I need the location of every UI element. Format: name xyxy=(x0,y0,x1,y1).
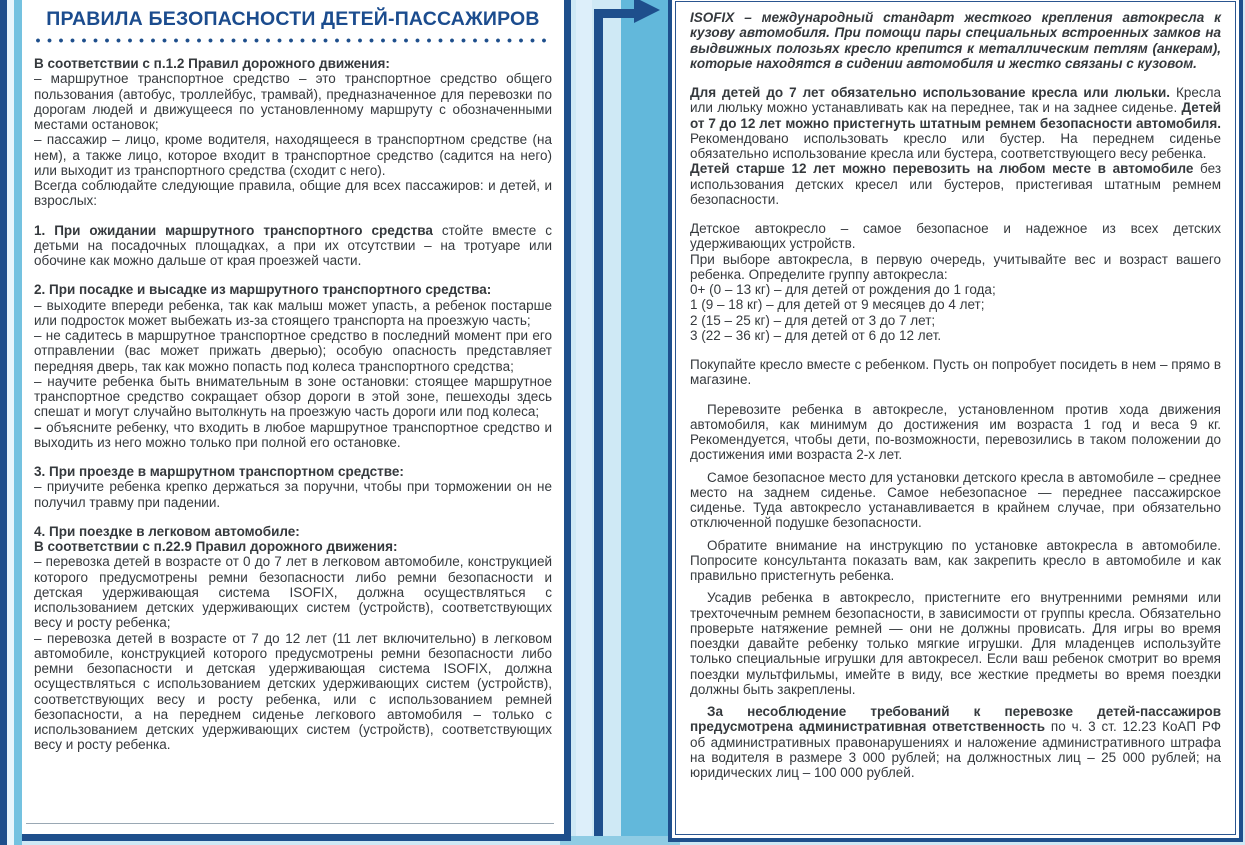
text-run: За несоблюдение требований к перевозке детей-пассажиров предусмотрена административная ответственность xyxy=(690,704,1221,735)
text-run: стойте вместе с детьми на посадочных площадках, а при их отсутствии – на тротуаре или обочине как можно дальше от края проезжей части. xyxy=(34,222,552,268)
paragraph xyxy=(690,297,1221,312)
paragraph xyxy=(34,178,552,209)
text-run: Рекомендовано использовать кресло или бустер. На переднем сиденье обязательно использование кресла или бустера, соответствующего весу ребенка. xyxy=(690,130,1221,161)
text-run: – выходите впереди ребенка, так как малыш может упасть, а ребенок постарше или подросток может выбежать из-за стоящего транспорта на проезжую часть; xyxy=(34,297,552,328)
text-run: – не садитесь в маршрутное транспортное средство в последний момент при его отправлении (вас может прижать дверью); особую опасность представляет передняя дверь, так как можно попасть под колеса транспортного средства; xyxy=(34,328,552,374)
text-run: Усадив ребенка в автокресло, пристегните его внутренними ремнями или трехточечным ремнем безопасности, в зависимости от группы кресла. Обязательно проверьте натяжение ремней — они не должны провисать. Для игры во время поездки давайте ребенку только мягкие игрушки. Для младенцев используйте только специальные игрушки для автокресел. Если ваш ребенок смотрит во время поездки мультфильмы, имейте в виду, все жесткие предметы во время поездки должны быть закреплены. xyxy=(690,590,1221,697)
text-run: Детей старше 12 лет можно перевозить на любом месте в автомобиле xyxy=(690,161,1194,177)
text-run: Детское автокресло – самое безопасное и надежное из всех детских удерживающих устройств. xyxy=(690,221,1221,252)
text-run: – перевозка детей в возрасте от 7 до 12 лет (11 лет включительно) в легковом автомобиле, конструкцией которого предусмотрены ремни безопасности либо ремни безопасности и детская удерживающая система ISOFIX, должна осуществляться с использованием детских удерживающих систем (устройств), соответствующих весу и росту ребенка, или с использованием ремней безопасности, а на переднем сиденье легкового автомобиля – только с использованием детских удерживающих систем (устройств), соответствующих весу и росту ребенка. xyxy=(34,630,552,753)
gutter-light-strip xyxy=(576,0,592,845)
paragraph xyxy=(690,590,1221,697)
text-run: В соответствии с п.1.2 Правил дорожного движения: xyxy=(34,56,390,71)
paragraph xyxy=(34,420,552,451)
paragraph xyxy=(690,252,1221,283)
text-run: – маршрутное транспортное средство – это транспортное средство общего пользования (автобус, троллейбус, трамвай), предназначенное для перевозки по дорогам людей и движущееся по установленному маршруту с обозначенными местами остановок; xyxy=(34,71,552,132)
paragraph xyxy=(690,357,1221,388)
text-run: 3 (22 – 36 кг) – для детей от 6 до 12 лет. xyxy=(690,327,942,343)
text-run: В соответствии с п.22.9 Правил дорожного движения: xyxy=(34,539,398,554)
text-run: – пассажир – лицо, кроме водителя, находящееся в транспортном средстве (на нем), а также лицо, которое входит в транспортное средство (садится на него) или выходит из транспортного средства (сходит с него). xyxy=(34,132,552,178)
paragraph xyxy=(34,631,552,753)
left-panel xyxy=(22,0,571,841)
paragraph xyxy=(690,328,1221,343)
paragraph xyxy=(690,85,1221,161)
paragraph xyxy=(34,71,552,132)
text-run: 4. При поездке в легковом автомобиле: xyxy=(34,523,300,539)
paragraph xyxy=(690,282,1221,297)
paragraph xyxy=(690,313,1221,328)
paragraph xyxy=(34,56,552,71)
inner-border-line xyxy=(26,823,554,824)
paragraph xyxy=(34,132,552,178)
text-run: 2. При посадке и высадке из маршрутного транспортного средства: xyxy=(34,282,492,298)
paragraph xyxy=(34,298,552,329)
left-edge-medium-strip xyxy=(14,0,22,845)
paragraph xyxy=(690,402,1221,463)
paragraph xyxy=(34,524,552,539)
right-panel-frame xyxy=(675,1,1236,835)
paragraph xyxy=(690,10,1221,71)
right-panel xyxy=(668,0,1243,842)
text-run: – xyxy=(34,419,47,435)
text-run: Всегда соблюдайте следующие правила, общие для всех пассажиров: и детей, и взрослых: xyxy=(34,178,552,209)
text-run: Покупайте кресло вместе с ребенком. Пусть он попробует посидеть в нем – прямо в магазине. xyxy=(690,357,1221,388)
text-run: 1 (9 – 18 кг) – для детей от 9 месяцев до 4 лет; xyxy=(690,297,985,313)
flow-arrow-elbow xyxy=(594,9,636,18)
paragraph xyxy=(34,282,552,297)
paragraph xyxy=(690,538,1221,584)
text-run: Для детей до 7 лет обязательно использование кресла или люльки. xyxy=(690,85,1170,100)
left-panel-body xyxy=(34,56,552,753)
paragraph xyxy=(690,704,1221,780)
text-run: 0+ (0 – 13 кг) – для детей от рождения до 1 года; xyxy=(690,282,996,297)
text-run: 1. При ожидании маршрутного транспортного средства xyxy=(34,222,442,238)
text-run: Самое безопасное место для установки детского кресла в автомобиле – среднее место на заднем сиденье. Самое небезопасное — переднее пассажирское сиденье. Туда автокресло устанавливается в крайнем случае, при обязательно отключенной подушке безопасности. xyxy=(690,469,1221,531)
paragraph xyxy=(34,479,552,510)
left-edge-light-strip xyxy=(7,0,14,845)
left-edge-navy-strip xyxy=(0,0,7,845)
flow-arrow-stem xyxy=(594,9,603,836)
dotted-divider xyxy=(36,38,550,43)
text-run: Детей от 7 до 12 лет можно пристегнуть штатным ремнем безопасности автомобиля. xyxy=(690,100,1221,131)
paragraph xyxy=(34,374,552,420)
gutter-medium-strip xyxy=(621,0,668,845)
text-run: объясните ребенку, что входить в любое маршрутное транспортное средство и выходить из него можно только при полной его остановке. xyxy=(34,419,552,450)
paragraph xyxy=(690,221,1221,252)
paragraph xyxy=(34,554,552,630)
text-run: без использования детских кресел или бустеров, пристегивая штатным ремнем безопасности. xyxy=(690,161,1222,207)
text-run: – приучите ребенка крепко держаться за поручни, чтобы при торможении он не получил травму при падении. xyxy=(34,479,552,510)
text-run: по ч. 3 ст. 12.23 КоАП РФ об административных правонарушениях и наложение административного штрафа на водителя в размере 3 000 рублей; на должностных лиц – 25 000 рублей; на юридических лиц – 100 000 рублей. xyxy=(690,719,1221,780)
right-arrow-icon xyxy=(634,0,660,23)
text-run: При выборе автокресла, в первую очередь, учитывайте вес и возраст вашего ребенка. Определите группу автокресла: xyxy=(690,251,1221,282)
paragraph xyxy=(690,470,1221,531)
text-run: Обратите внимание на инструкцию по установке автокресла в автомобиле. Попросите консультанта показать вам, как закрепить кресло в автомобиле и как правильно пристегнуть ребенка. xyxy=(690,537,1221,583)
page-title: ПРАВИЛА БЕЗОПАСНОСТИ ДЕТЕЙ-ПАССАЖИРОВ xyxy=(46,8,540,30)
text-run: 3. При проезде в маршрутном транспортном средстве: xyxy=(34,464,404,479)
paragraph xyxy=(34,328,552,374)
paragraph xyxy=(690,161,1221,207)
text-run: 2 (15 – 25 кг) – для детей от 3 до 7 лет; xyxy=(690,312,936,328)
text-run: Перевозите ребенка в автокресле, установленном против хода движения автомобиля, как минимум до достижения им возраста 1 год и веса 9 кг. Рекомендуется, чтобы дети, по-возможности, перевозились в таком положении до достижения ими возраста 2-х лет. xyxy=(690,401,1221,463)
bottom-blue-patch xyxy=(560,836,680,845)
text-run: – перевозка детей в возрасте от 0 до 7 лет в легковом автомобиле, конструкцией которого предусмотрены ремни безопасности либо ремни безопасности и детская удерживающая система ISOFIX, должна осуществляться с использованием детских удерживающих систем (устройств), соответствующих весу и росту ребенка; xyxy=(34,554,552,631)
text-run: Кресла или люльку можно устанавливать как на переднее, так и на заднее сиденье. xyxy=(690,85,1221,116)
paragraph xyxy=(34,539,552,554)
paragraph xyxy=(34,464,552,479)
right-panel-body xyxy=(690,10,1221,780)
text-run: ISOFIX – международный стандарт жесткого крепления автокресла к кузову автомобиля. При помощи пары специальных встроенных замков на выдвижных полозьях кресло крепится к металлическим петлям (анкерам), которые находятся в сидении автомобиля и жестко связаны с кузовом. xyxy=(690,10,1221,71)
text-run: – научите ребенка быть внимательным в зоне остановки: стоящее маршрутное транспортное средство сокращает обзор дороги в этой зоне, пешеходы здесь спешат и могут случайно вытолкнуть на проезжую часть дороги или под колеса; xyxy=(34,373,552,420)
paragraph xyxy=(34,223,552,269)
